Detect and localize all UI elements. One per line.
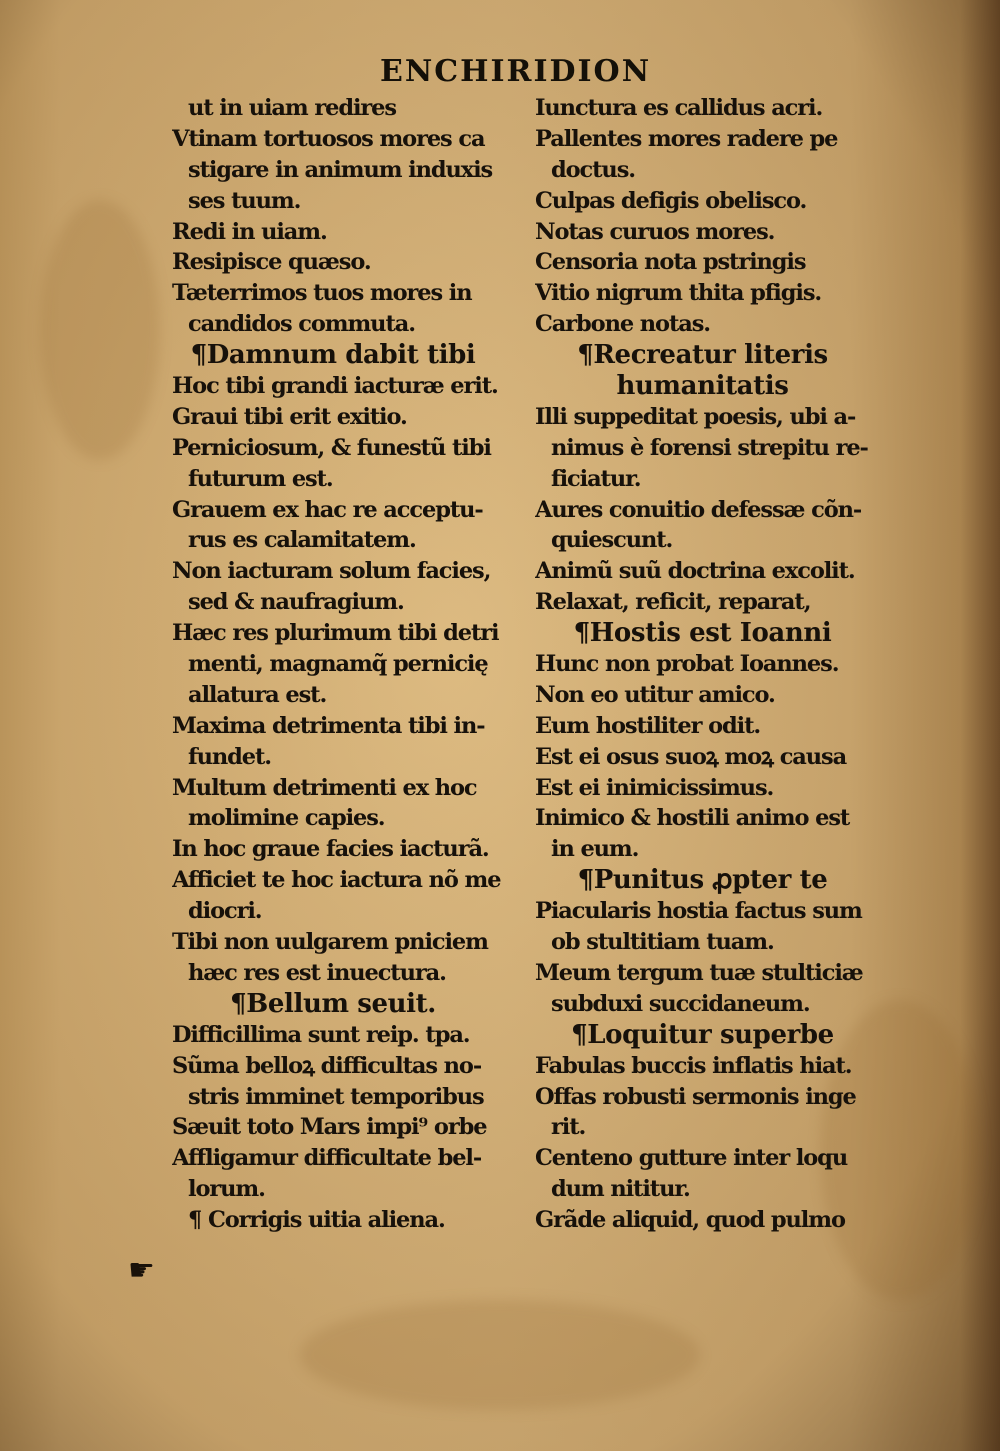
text-line: rus es calamitatem. xyxy=(188,527,416,554)
text-line: Offas robusti sermonis inge xyxy=(535,1083,856,1110)
text-line: Tæterrimos tuos mores in xyxy=(172,280,472,307)
text-line: allatura est. xyxy=(188,681,327,708)
text-line: Culpas defigis obelisco. xyxy=(535,187,807,214)
paper-stain xyxy=(40,200,160,460)
text-line: Illi suppeditat poesis, ubi a- xyxy=(535,403,856,430)
text-line: lorum. xyxy=(188,1176,265,1203)
text-line: Hoc tibi grandi iacturæ erit. xyxy=(172,373,498,400)
text-line: ob stultitiam tuam. xyxy=(551,929,774,956)
text-line: molimine capies. xyxy=(188,805,385,832)
section-heading: ¶Recreatur literis xyxy=(577,340,828,371)
text-line: Resipisce quæso. xyxy=(172,249,371,276)
text-line: Eum hostiliter odit. xyxy=(535,712,761,739)
text-line: ut in uiam redires xyxy=(188,95,396,121)
text-line: Grãde aliquid, quod pulmo xyxy=(535,1207,845,1234)
text-line: Relaxat, reficit, reparat, xyxy=(535,589,811,616)
section-heading: ¶Loquitur superbe xyxy=(571,1019,834,1050)
text-line: Est ei inimicissimus. xyxy=(535,774,774,801)
text-line: Sũma belloꝝ difficultas no- xyxy=(172,1052,482,1079)
text-line: Meum tergum tuæ stulticiæ xyxy=(535,959,863,986)
text-line: ¶ Corrigis uitia aliena. xyxy=(188,1207,445,1234)
section-heading: ¶Punitus ꝓpter te xyxy=(577,865,828,896)
text-line: doctus. xyxy=(551,156,635,183)
text-line: Hunc non probat Ioannes. xyxy=(535,651,839,678)
text-line: candidos commuta. xyxy=(188,311,415,338)
text-line: nimus è forensi strepitu re- xyxy=(551,434,868,461)
left-text-column xyxy=(172,93,534,1236)
text-line: menti, magnamq̃ pernicię xyxy=(188,651,488,678)
text-line: ficiatur. xyxy=(551,465,641,492)
text-line: Animũ suũ doctrina excolit. xyxy=(535,558,855,585)
text-line: Vitio nigrum thita pfigis. xyxy=(535,280,822,307)
section-heading: ¶Damnum dabit tibi xyxy=(190,340,476,371)
text-line: Fabulas buccis inflatis hiat. xyxy=(535,1052,852,1079)
text-line: Perniciosum, & funestũ tibi xyxy=(172,434,491,461)
text-line: stigare in animum induxis xyxy=(188,156,493,183)
text-line: Hæc res plurimum tibi detri xyxy=(172,620,499,647)
text-line: Affligamur difficultate bel- xyxy=(172,1145,482,1172)
text-line: Sæuit toto Mars impi⁹ orbe xyxy=(172,1114,487,1141)
paper-stain xyxy=(300,1300,700,1410)
text-line: Iunctura es callidus acri. xyxy=(535,95,823,121)
pointing-hand-icon: ☛ xyxy=(128,1253,155,1288)
text-line: Maxima detrimenta tibi in- xyxy=(172,712,485,739)
text-line: Aures conuitio defessæ cõn- xyxy=(535,496,862,523)
text-line: dum nititur. xyxy=(551,1176,690,1203)
text-line: quiescunt. xyxy=(551,527,673,554)
text-line: hæc res est inuectura. xyxy=(188,959,446,986)
text-line: sed & naufragium. xyxy=(188,589,404,616)
text-line: diocri. xyxy=(188,898,262,925)
text-line: ses tuum. xyxy=(188,187,301,214)
text-line: Graui tibi erit exitio. xyxy=(172,403,407,430)
text-line: Pallentes mores radere pe xyxy=(535,125,838,152)
text-line: Grauem ex hac re acceptu- xyxy=(172,496,483,523)
text-line: In hoc graue facies iacturã. xyxy=(172,836,489,863)
text-line: Tibi non uulgarem pniciem xyxy=(172,929,488,956)
text-line: futurum est. xyxy=(188,465,333,492)
text-line: Inimico & hostili animo est xyxy=(535,805,850,832)
text-line: Non eo utitur amico. xyxy=(535,681,775,708)
text-line: Difficillima sunt reip. tpa. xyxy=(172,1021,470,1048)
text-line: in eum. xyxy=(551,836,639,863)
text-line: Piacularis hostia factus sum xyxy=(535,898,862,925)
section-heading: humanitatis xyxy=(616,371,789,402)
text-line: Redi in uiam. xyxy=(172,218,327,245)
text-line: Carbone notas. xyxy=(535,311,711,338)
text-line: Est ei osus suoꝝ moꝝ causa xyxy=(535,743,847,770)
text-line: Vtinam tortuosos mores ca xyxy=(172,125,485,152)
running-title: ENCHIRIDION xyxy=(380,54,652,89)
text-line: Multum detrimenti ex hoc xyxy=(172,774,477,801)
text-line: rit. xyxy=(551,1114,586,1141)
text-line: Notas curuos mores. xyxy=(535,218,775,245)
text-line: stris imminet temporibus xyxy=(188,1083,484,1110)
text-line: Censoria nota pstringis xyxy=(535,249,806,276)
text-line: fundet. xyxy=(188,743,271,770)
text-line: Centeno gutture inter loqu xyxy=(535,1145,848,1172)
text-line: Afficiet te hoc iactura nõ me xyxy=(172,867,501,894)
right-text-column xyxy=(535,93,900,1236)
text-line: subduxi succidaneum. xyxy=(551,990,810,1017)
section-heading: ¶Bellum seuit. xyxy=(230,988,436,1019)
text-line: Non iacturam solum facies, xyxy=(172,558,491,585)
section-heading: ¶Hostis est Ioanni xyxy=(573,618,832,649)
